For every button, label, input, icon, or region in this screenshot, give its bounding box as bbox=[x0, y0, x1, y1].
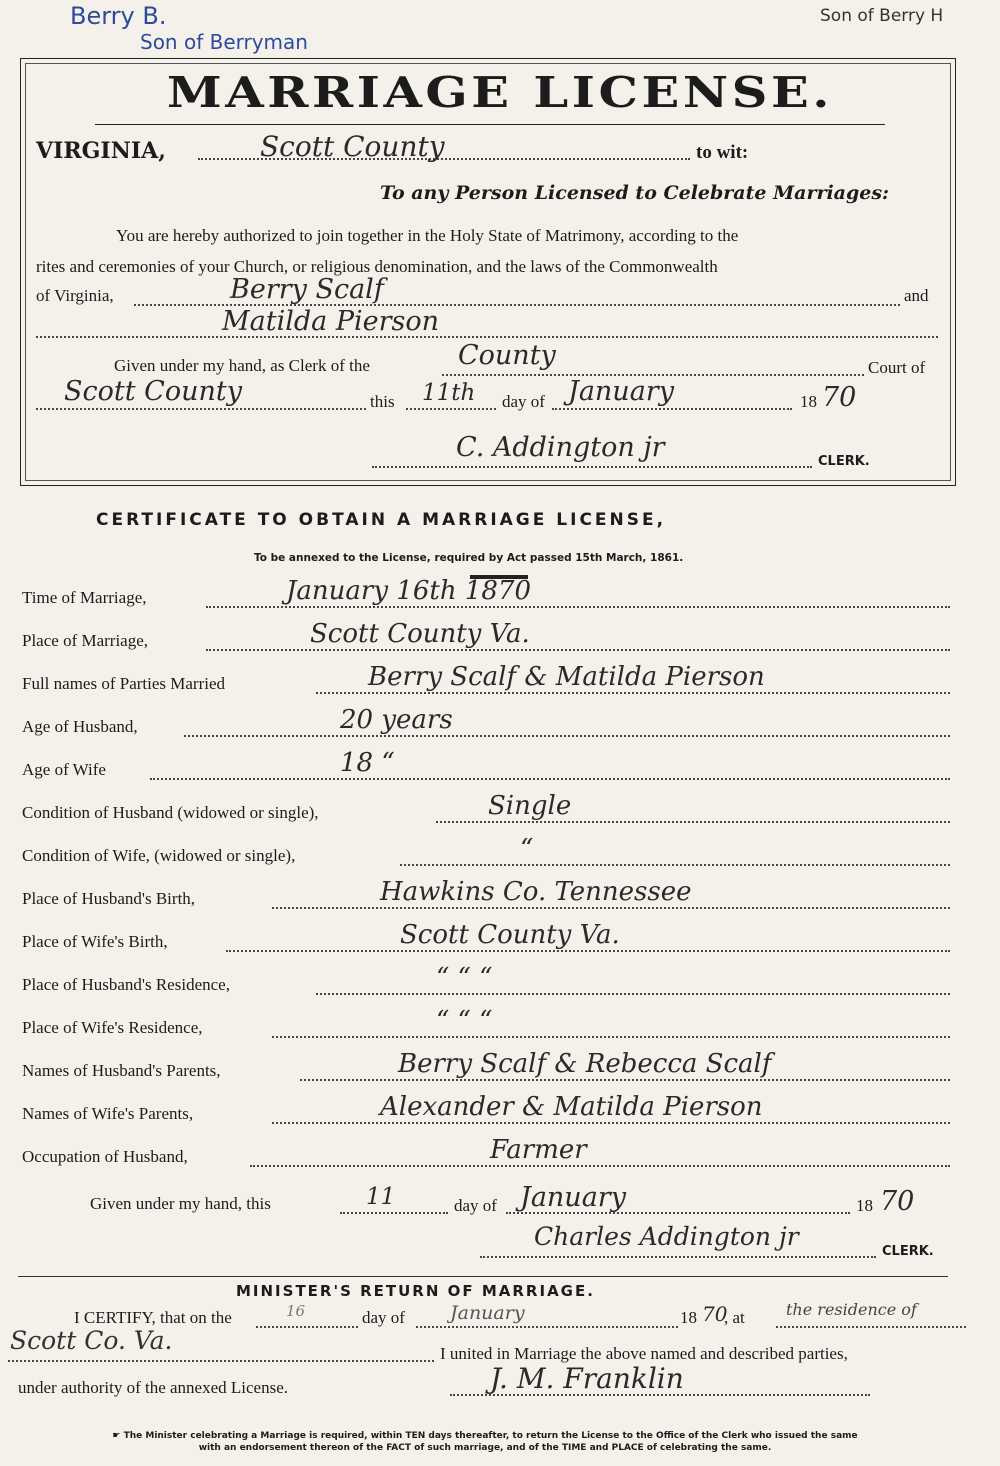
cert-row-value: Scott County Va. bbox=[310, 619, 530, 649]
cert-month-value: January bbox=[520, 1182, 626, 1213]
court-county-value: Scott County bbox=[64, 376, 242, 407]
annotation-name: Berry B. bbox=[70, 2, 167, 30]
annotation-relation: Son of Berryman bbox=[140, 30, 308, 54]
cert-row-line bbox=[400, 864, 950, 866]
to-wit-label: to wit: bbox=[696, 142, 749, 163]
cert-row-value: “ “ “ bbox=[436, 1006, 493, 1036]
cert-day-line bbox=[340, 1212, 448, 1214]
this-label: this bbox=[370, 392, 395, 411]
cert-clerk-signature: Charles Addington jr bbox=[534, 1222, 799, 1251]
state-label: VIRGINIA, bbox=[36, 138, 166, 164]
cert-row-label: Place of Husband's Birth, bbox=[22, 889, 196, 908]
cert-year-value: 70 bbox=[880, 1186, 915, 1217]
day-line bbox=[406, 408, 496, 410]
minister-title: MINISTER'S RETURN OF MARRIAGE. bbox=[236, 1282, 595, 1300]
day-of-label: day of bbox=[502, 392, 545, 411]
cert-row-line bbox=[250, 1165, 950, 1167]
cert-row-line bbox=[150, 778, 950, 780]
given-label: Given under my hand, as Clerk of the bbox=[114, 356, 370, 375]
cert-row-value: “ “ “ bbox=[436, 963, 493, 993]
cert-row-value: 20 years bbox=[340, 705, 453, 735]
cert-row-value: Farmer bbox=[490, 1135, 587, 1165]
cert-row-label: Age of Wife bbox=[22, 760, 106, 779]
cert-row-value: Hawkins Co. Tennessee bbox=[380, 877, 692, 907]
cert-row-line bbox=[300, 1079, 950, 1081]
cert-row-label: Place of Wife's Residence, bbox=[22, 1018, 203, 1037]
cert-row-label: Time of Marriage, bbox=[22, 588, 147, 607]
court-county-line bbox=[36, 408, 366, 410]
min-day-line bbox=[256, 1326, 358, 1328]
cert-row-line bbox=[316, 692, 950, 694]
day-value: 11th bbox=[422, 380, 476, 406]
cert-day-of-label: day of bbox=[454, 1196, 497, 1215]
footnote bbox=[20, 1430, 950, 1454]
min-day-of-label: day of bbox=[362, 1308, 405, 1327]
cert-row-label: Place of Marriage, bbox=[22, 631, 149, 650]
license-title: MARRIAGE LICENSE. bbox=[166, 68, 834, 117]
cert-row-label: Place of Wife's Birth, bbox=[22, 932, 168, 951]
month-line bbox=[552, 408, 792, 410]
cert-row-value: Berry Scalf & Matilda Pierson bbox=[368, 662, 765, 692]
and-label: and bbox=[904, 286, 929, 305]
pointing-hand-icon: ☛ bbox=[112, 1431, 124, 1441]
min-at-label: , at bbox=[724, 1308, 745, 1327]
authority-label: under authority of the annexed License. bbox=[18, 1378, 289, 1397]
clerk-label: CLERK. bbox=[818, 454, 870, 469]
cert-given-label: Given under my hand, this bbox=[90, 1194, 271, 1213]
title-rule bbox=[95, 124, 885, 125]
bride-line bbox=[36, 336, 938, 338]
cert-row-label: Age of Husband, bbox=[22, 717, 138, 736]
county-value: Scott County bbox=[260, 130, 445, 163]
cert-clerk-label: CLERK. bbox=[882, 1244, 934, 1259]
certificate-title: CERTIFICATE TO OBTAIN A MARRIAGE LICENSE, bbox=[96, 510, 667, 530]
authorization-line1: You are hereby authorized to join together in the Holy State of Matrimony, according to the bbox=[116, 226, 739, 245]
min-place-line bbox=[776, 1326, 966, 1328]
cert-row-value: Alexander & Matilda Pierson bbox=[380, 1092, 763, 1122]
clerk-sign-line bbox=[372, 466, 812, 468]
cert-row-value: January 16th 1870 bbox=[286, 576, 532, 606]
cert-row-value: “ bbox=[520, 834, 534, 864]
cert-row-label: Condition of Husband (widowed or single), bbox=[22, 803, 319, 822]
footnote-line2: with an endorsement thereon of the FACT of such marriage, and of the TIME and PLACE of celebrating the same. bbox=[198, 1443, 772, 1453]
min-month-value: January bbox=[450, 1302, 525, 1324]
cert-row-line bbox=[272, 1036, 950, 1038]
court-of-label: Court of bbox=[868, 358, 926, 377]
cert-row-line bbox=[316, 993, 950, 995]
cert-row-label: Occupation of Husband, bbox=[22, 1147, 188, 1166]
united-label: I united in Marriage the above named and described parties, bbox=[440, 1344, 848, 1363]
cert-row-line bbox=[272, 1122, 950, 1124]
cert-row-line bbox=[226, 950, 950, 952]
min-month-line bbox=[416, 1326, 678, 1328]
salutation: To any Person Licensed to Celebrate Marriages: bbox=[380, 182, 890, 204]
annotation-right: Son of Berry H bbox=[820, 6, 944, 26]
year-prefix: 18 bbox=[800, 392, 817, 411]
groom-name: Berry Scalf bbox=[230, 274, 384, 305]
bride-name: Matilda Pierson bbox=[222, 306, 440, 337]
cert-row-line bbox=[436, 821, 950, 823]
certify-label: I CERTIFY, that on the bbox=[74, 1308, 232, 1327]
minister-rule bbox=[18, 1276, 948, 1277]
cert-day-value: 11 bbox=[366, 1184, 396, 1210]
cert-row-label: Names of Wife's Parents, bbox=[22, 1104, 194, 1123]
authorization-line2: rites and ceremonies of your Church, or religious denomination, and the laws of the Commonwealth bbox=[36, 257, 718, 276]
certificate-subtitle: To be annexed to the License, required by Act passed 15th March, 1861. bbox=[254, 552, 684, 564]
minister-signature: J. M. Franklin bbox=[490, 1362, 684, 1395]
cert-row-label: Condition of Wife, (widowed or single), bbox=[22, 846, 296, 865]
virginia-label: of Virginia, bbox=[36, 286, 114, 305]
cert-row-line bbox=[206, 649, 950, 651]
clerk-signature: C. Addington jr bbox=[456, 432, 665, 463]
min-place-value: the residence of bbox=[786, 1300, 917, 1319]
cert-row-line bbox=[206, 606, 950, 608]
min-year-value: 70 bbox=[702, 1302, 728, 1326]
cert-row-label: Names of Husband's Parents, bbox=[22, 1061, 221, 1080]
cert-row-value: Berry Scalf & Rebecca Scalf bbox=[398, 1049, 772, 1079]
min-day-value: 16 bbox=[286, 1302, 306, 1320]
month-value: January bbox=[568, 376, 674, 407]
cert-row-value: Scott County Va. bbox=[400, 920, 620, 950]
min-year-prefix: 18 bbox=[680, 1308, 697, 1327]
cert-year-prefix: 18 bbox=[856, 1196, 873, 1215]
cert-row-value: Single bbox=[488, 791, 572, 821]
cert-row-value: 18 “ bbox=[340, 748, 395, 778]
cert-row-label: Place of Husband's Residence, bbox=[22, 975, 230, 994]
min-place2-line bbox=[8, 1360, 434, 1362]
min-place2-value: Scott Co. Va. bbox=[10, 1326, 173, 1355]
cert-clerk-line bbox=[480, 1256, 876, 1258]
cert-row-label: Full names of Parties Married bbox=[22, 674, 226, 693]
year-value: 70 bbox=[822, 382, 857, 413]
cert-row-line bbox=[184, 735, 950, 737]
cert-row-line bbox=[272, 907, 950, 909]
court-type-value: County bbox=[458, 340, 556, 371]
footnote-line1: The Minister celebrating a Marriage is required, within TEN days thereafter, to return the License to the Office of the Clerk who issued the same bbox=[123, 1431, 858, 1441]
